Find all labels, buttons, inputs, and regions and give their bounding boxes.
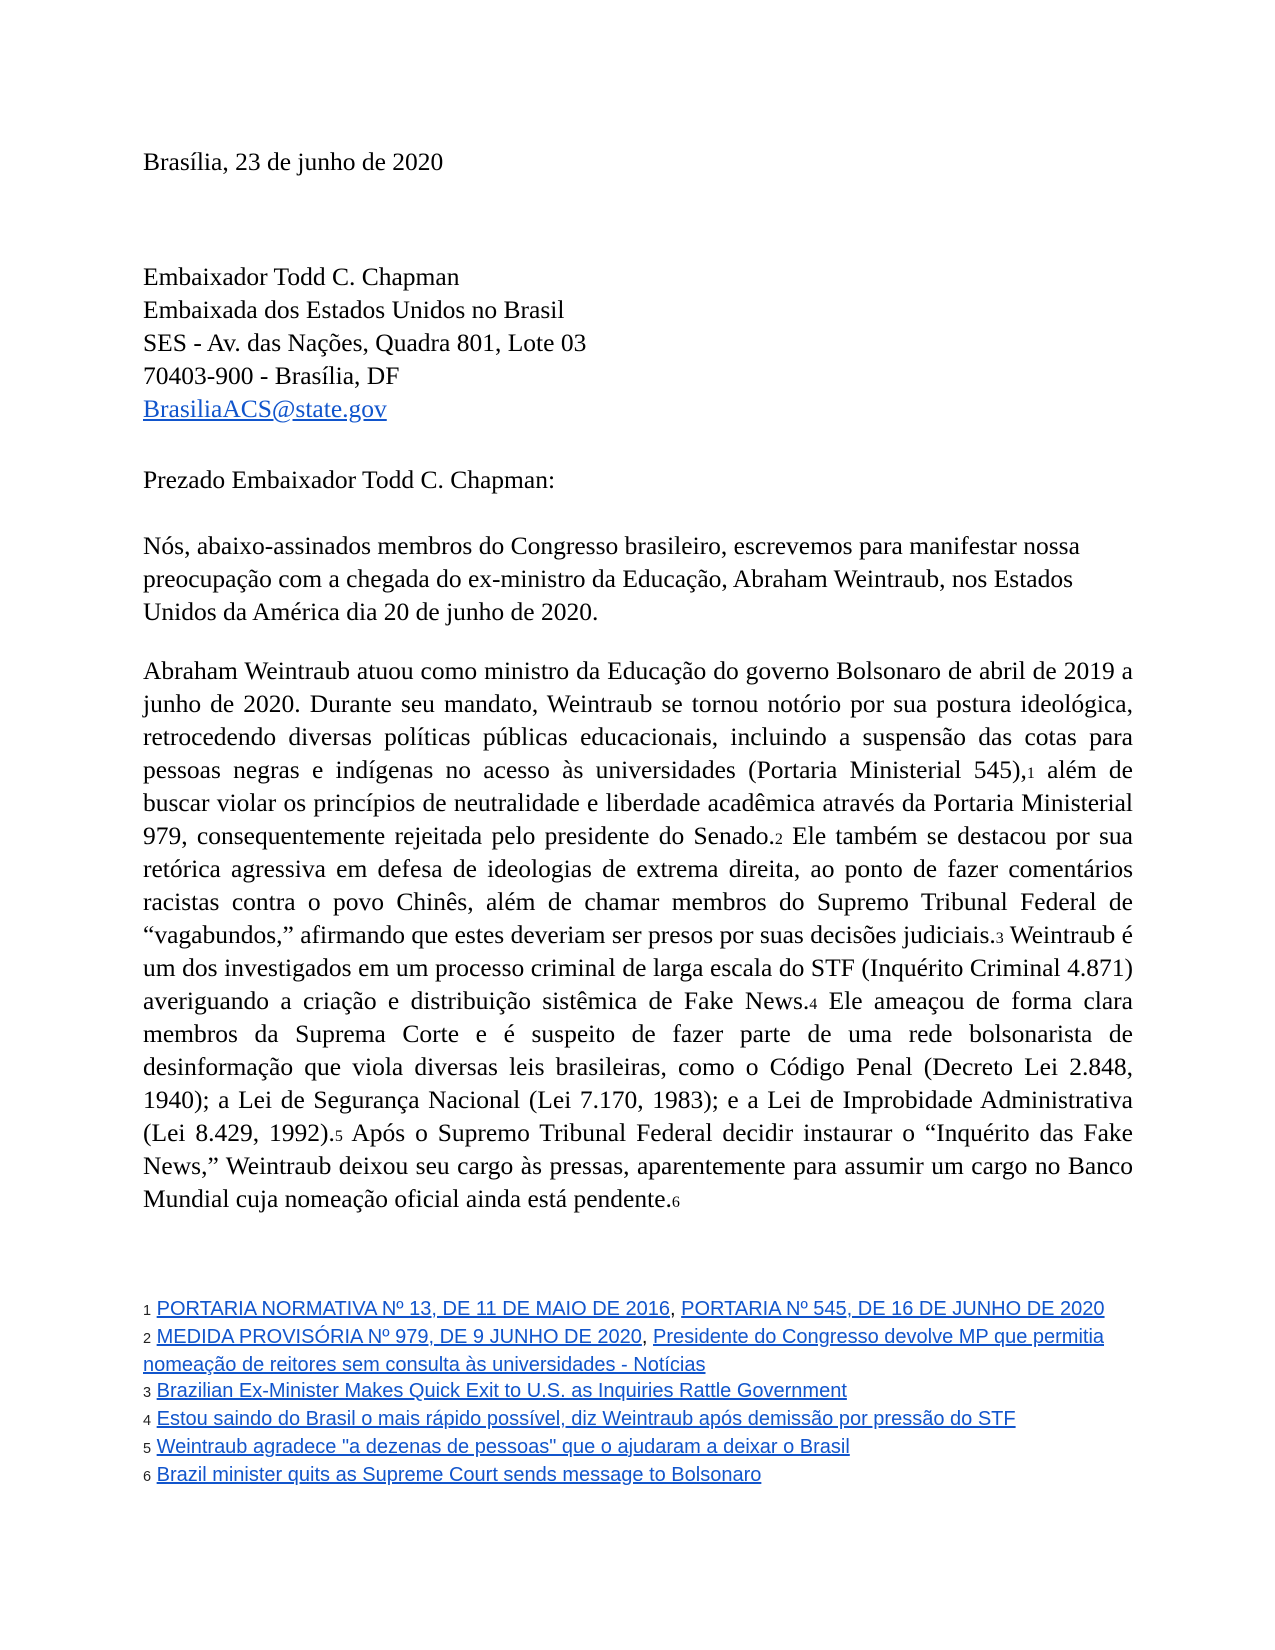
footnote-ref-6: 6	[671, 1193, 680, 1211]
paragraph-main-text: além de buscar violar os princípios de neutralidade e liberdade acadêmica através da Portaria Ministerial 979, consequentemente rejeitada pelo presidente do Senado.	[143, 754, 1134, 850]
paragraph-main-text: Após o Supremo Tribunal Federal decidir instaurar o “Inquérito das Fake News,” Weintraub deixou seu cargo às pressas, aparentemente para assumir um cargo no Banco Mundial cuja nomeação oficial ainda está pendente.	[143, 1117, 1134, 1213]
footnote-1-number: 1	[143, 1303, 152, 1319]
footnote-3-link-1[interactable]: Brazilian Ex-Minister Makes Quick Exit to U.S. as Inquiries Rattle Government	[156, 1380, 847, 1402]
footnote-5-link-1[interactable]: Weintraub agradece "a dezenas de pessoas" que o ajudaram a deixar o Brasil	[156, 1436, 850, 1458]
footnote-6	[143, 1462, 1133, 1490]
footnote-2-number: 2	[143, 1331, 152, 1347]
paragraph-main	[143, 654, 1133, 1215]
paragraph-main-text: Abraham Weintraub atuou como ministro da Educação do governo Bolsonaro de abril de 2019 a junho de 2020. Durante seu mandato, Weintraub se tornou notório por sua postura ideológica, retrocedendo diversas políticas públicas educacionais, incluindo a suspensão das cotas para pessoas negras e indígenas no acesso às universidades (Portaria Ministerial 545),	[143, 655, 1133, 784]
footnote-5	[143, 1434, 1133, 1462]
footnote-4-link-1[interactable]: Estou saindo do Brasil o mais rápido possível, diz Weintraub após demissão por pressão do STF	[156, 1408, 1016, 1430]
footnote-1-link-2[interactable]: PORTARIA Nº 545, DE 16 DE JUNHO DE 2020	[681, 1298, 1105, 1320]
footnote-1	[143, 1296, 1133, 1324]
date-line: Brasília, 23 de junho de 2020	[143, 147, 444, 176]
footnote-1-separator: ,	[670, 1298, 682, 1320]
footnote-ref-2: 2	[774, 830, 783, 848]
footnotes-section	[143, 1296, 1133, 1490]
footnote-3	[143, 1378, 1133, 1406]
footnote-6-number: 6	[143, 1469, 152, 1485]
recipient-name: Embaixador Todd C. Chapman	[143, 262, 460, 291]
footnote-2	[143, 1324, 1133, 1378]
recipient-address-line2: 70403-900 - Brasília, DF	[143, 361, 400, 390]
footnote-3-number: 3	[143, 1385, 152, 1401]
salutation: Prezado Embaixador Todd C. Chapman:	[143, 465, 556, 494]
recipient-email-line	[143, 392, 1133, 425]
recipient-address-line1: SES - Av. das Nações, Quadra 801, Lote 03	[143, 328, 587, 357]
footnote-2-separator: ,	[641, 1326, 654, 1348]
footnote-ref-4: 4	[809, 995, 818, 1013]
footnote-1-link-1[interactable]: PORTARIA NORMATIVA Nº 13, DE 11 DE MAIO DE 2016	[156, 1298, 671, 1320]
footnote-2-link-2[interactable]: Presidente do Congresso devolve MP que permitia nomeação de reitores sem consulta às universidades - Notícias	[143, 1326, 1105, 1376]
footnote-4-number: 4	[143, 1413, 152, 1429]
recipient-address-block	[143, 260, 1133, 425]
paragraph-main-text: Ele também se destacou por sua retórica agressiva em defesa de ideologias de extrema direita, ao ponto de fazer comentários racistas contra o povo Chinês, além de chamar membros do Supremo Tribunal Federal de “vagabundos,” afirmando que estes deveriam ser presos por suas decisões judiciais.	[143, 820, 1133, 949]
footnote-ref-5: 5	[334, 1127, 343, 1145]
footnote-5-number: 5	[143, 1441, 152, 1457]
footnote-4	[143, 1406, 1133, 1434]
footnote-2-link-1[interactable]: MEDIDA PROVISÓRIA Nº 979, DE 9 JUNHO DE 2020	[156, 1326, 642, 1348]
paragraph-main-text: Ele ameaçou de forma clara membros da Suprema Corte e é suspeito de fazer parte de uma rede bolsonarista de desinformação que viola diversas leis brasileiras, como o Código Penal (Decreto Lei 2.848, 1940); a Lei de Segurança Nacional (Lei 7.170, 1983); e a Lei de Improbidade Administrativa (Lei 8.429, 1992).	[143, 985, 1133, 1147]
footnote-6-link-1[interactable]: Brazil minister quits as Supreme Court sends message to Bolsonaro	[156, 1464, 762, 1486]
footnote-ref-3: 3	[995, 929, 1004, 947]
paragraph-intro: Nós, abaixo-assinados membros do Congresso brasileiro, escrevemos para manifestar nossa preocupação com a chegada do ex-ministro da Educação, Abraham Weintraub, nos Estados Unidos da América dia 20 de junho de 2020.	[143, 531, 1080, 626]
recipient-email-link[interactable]: BrasiliaACS@state.gov	[143, 394, 387, 423]
recipient-organization: Embaixada dos Estados Unidos no Brasil	[143, 295, 565, 324]
paragraph-main-text: Weintraub é um dos investigados em um processo criminal de larga escala do STF (Inquérito Criminal 4.871) averiguando a criação e distribuição sistêmica de Fake News.	[143, 919, 1133, 1015]
footnote-ref-1: 1	[1026, 764, 1035, 782]
